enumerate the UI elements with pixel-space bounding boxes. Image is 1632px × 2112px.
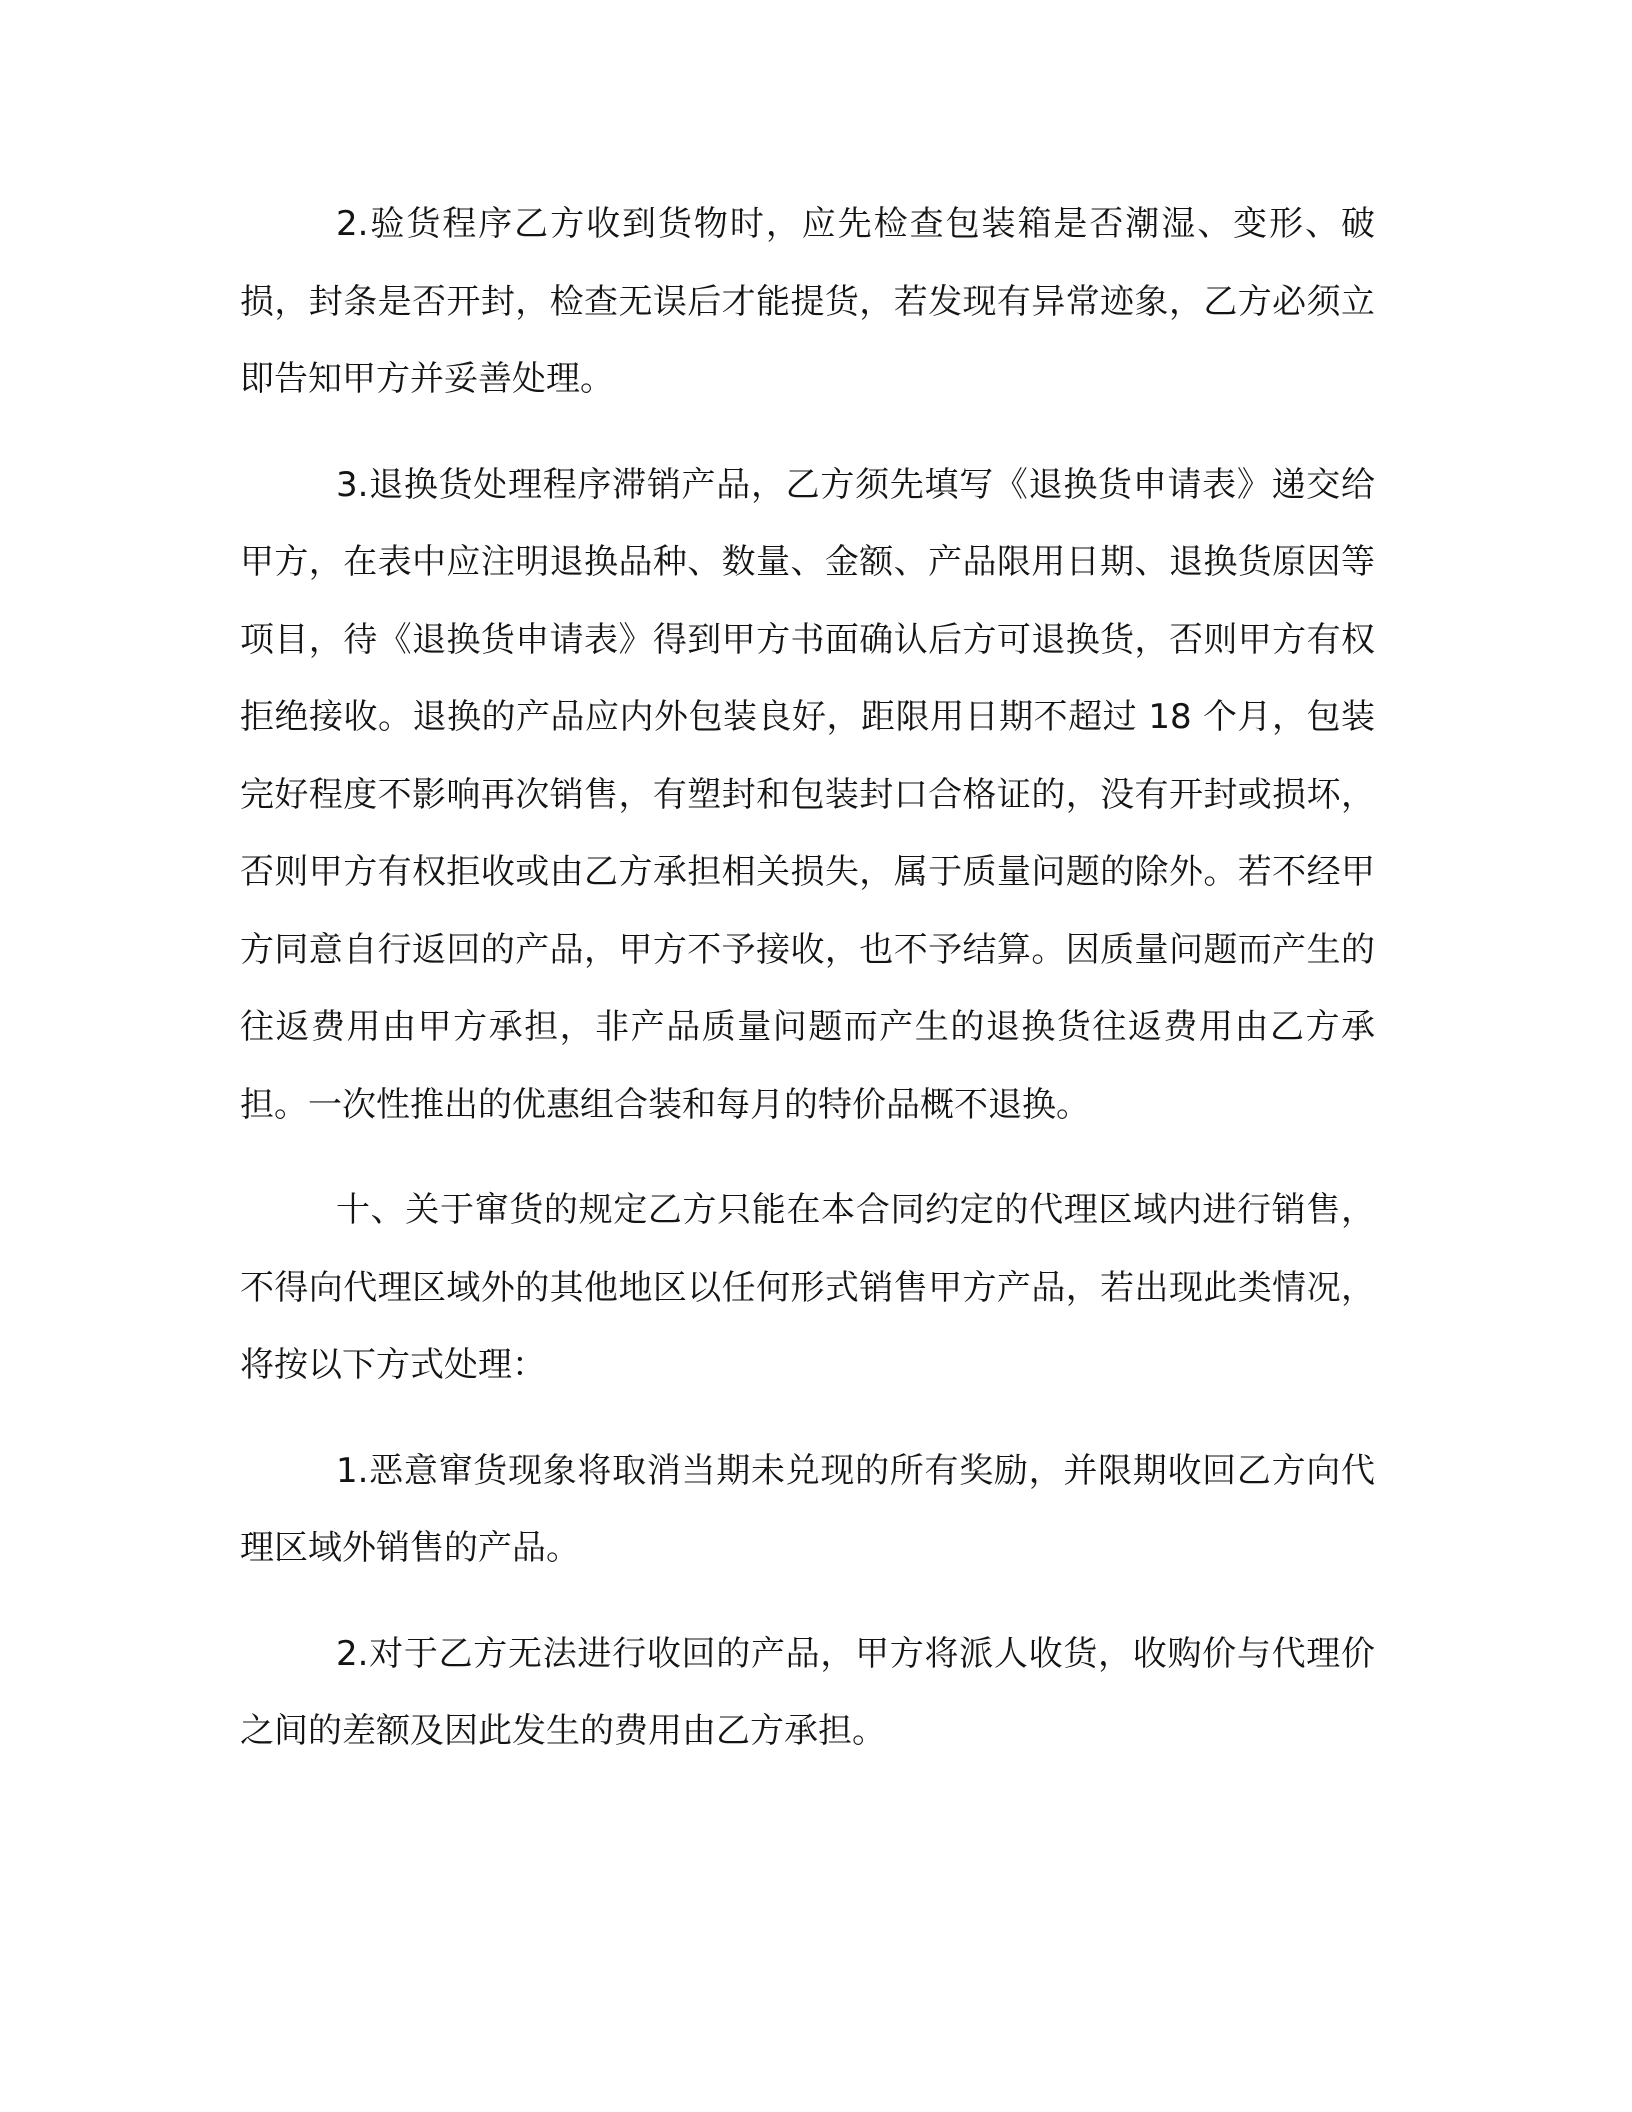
paragraph-inspection-procedure: 2.验货程序乙方收到货物时，应先检查包装箱是否潮湿、变形、破损，封条是否开封，检查无误后才能提货，若发现有异常迹象，乙方必须立即告知甲方并妥善处理。 [240, 204, 1375, 399]
paragraph-return-exchange-procedure: 3.退换货处理程序滞销产品，乙方须先填写《退换货申请表》递交给甲方，在表中应注明退换品种、数量、金额、产品限用日期、退换货原因等项目，待《退换货申请表》得到甲方书面确认后方可退换货，否则甲方有权拒绝接收。退换的产品应内外包装良好，距限用日期不超过 18 个月，包装完好程度不影响再次销售，有塑封和包装封口合格证的，没有开封或损坏，否则甲方有权拒收或由乙方承担相关损失，属于质量问题的除外。若不经甲方同意自行返回的产品，甲方不予接收，也不予结算。因质量问题而产生的往返费用由甲方承担，非产品质量问题而产生的退换货往返费用由乙方承担。一次性推出的优惠组合装和每月的特价品概不退换。 [240, 464, 1375, 1125]
document-body [240, 186, 1375, 1771]
paragraph-malicious-cross-selling: 1.恶意窜货现象将取消当期未兑现的所有奖励，并限期收回乙方向代理区域外销售的产品。 [240, 1450, 1375, 1568]
paragraph-cross-region-sales-rule: 十、关于窜货的规定乙方只能在本合同约定的代理区域内进行销售，不得向代理区域外的其他地区以任何形式销售甲方产品，若出现此类情况，将按以下方式处理： [240, 1190, 1375, 1385]
paragraph-unrecoverable-products: 2.对于乙方无法进行收回的产品，甲方将派人收货，收购价与代理价之间的差额及因此发生的费用由乙方承担。 [240, 1633, 1375, 1751]
